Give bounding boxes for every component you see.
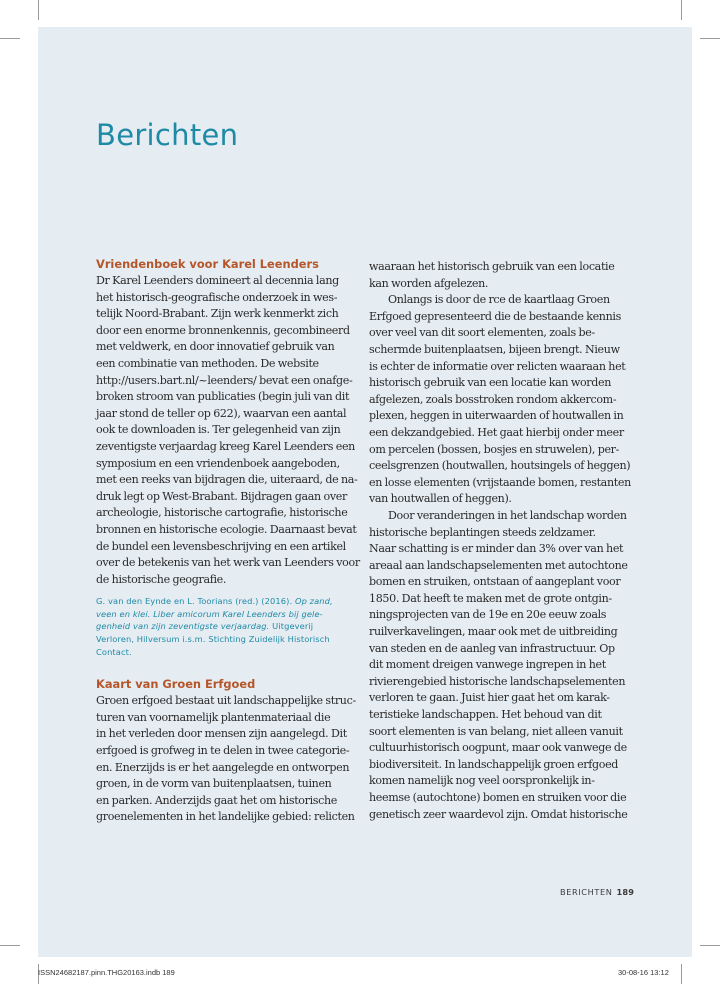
section-heading: Vriendenboek voor Karel Leenders xyxy=(96,257,319,271)
text-line: telijk Noord-Brabant. Zijn werk kenmerkt zich xyxy=(96,307,339,321)
text-line: kan worden afgelezen. xyxy=(369,276,489,290)
crop-mark xyxy=(700,38,720,39)
text-line: druk legt op West-Brabant. Bijdragen gaan over xyxy=(96,489,347,503)
text-line: soort elementen is van belang, niet alleen vanuit xyxy=(369,724,623,738)
reference-authors: G. van den Eynde en L. Toorians (red.) (2016). xyxy=(96,596,293,607)
text-line: jaar stond de teller op 622), waarvan een aantal xyxy=(96,406,347,420)
crop-mark xyxy=(681,0,682,20)
article-body xyxy=(369,508,628,823)
text-line: bronnen en historische ecologie. Daarnaast bevat xyxy=(96,522,357,536)
crop-mark xyxy=(0,38,20,39)
crop-mark xyxy=(700,945,720,946)
reference-publisher: Uitgeverij xyxy=(272,621,314,632)
text-line: met veldwerk, en door innovatief gebruik van xyxy=(96,340,335,354)
text-line: van steden en de aanleg van infrastructuur. Op xyxy=(369,641,615,655)
section-label: BERICHTEN xyxy=(560,887,613,897)
text-line: van houtwallen of heggen). xyxy=(369,492,512,506)
text-line: om percelen (bossen, bosjes en struwelen), per- xyxy=(369,442,620,456)
text-line: ningsprojecten van de 19e en 20e eeuw zoals xyxy=(369,608,607,622)
running-footer xyxy=(560,887,634,897)
article-body xyxy=(369,292,631,508)
right-column xyxy=(369,259,631,823)
left-column xyxy=(96,256,360,826)
text-line: genetisch zeer waardevol zijn. Omdat historische xyxy=(369,807,628,821)
reference-title: veen en klei. Liber amicorum Karel Leenders bij gele- xyxy=(96,608,323,619)
text-line: is echter de informatie over relicten waaraan het xyxy=(369,359,626,373)
text-line: verloren te gaan. Juist hier gaat het om karak- xyxy=(369,691,610,705)
text-line: biodiversiteit. In landschappelijk groen erfgoed xyxy=(369,757,619,771)
crop-mark xyxy=(0,945,20,946)
text-line: waaraan het historisch gebruik van een locatie xyxy=(369,260,615,273)
reference-title: genheid van zijn zeventigste verjaardag. xyxy=(96,621,270,632)
text-line: Door veranderingen in het landschap worden xyxy=(388,508,627,522)
text-line: archeologie, historische cartografie, historische xyxy=(96,506,348,520)
text-line: Onlangs is door de rce de kaartlaag Groen xyxy=(388,293,610,307)
reference-publisher: Contact. xyxy=(96,646,132,657)
text-line: en. Enerzijds is er het aangelegde en ontworpen xyxy=(96,760,350,774)
text-line: historisch gebruik van een locatie kan worden xyxy=(369,376,612,390)
text-line: ruilverkavelingen, maar ook met de uitbreiding xyxy=(369,625,618,639)
text-line: groen, in de vorm van buitenplaatsen, tuinen xyxy=(96,777,332,791)
text-line: erfgoed is grofweg in te delen in twee categorie- xyxy=(96,744,350,758)
text-line: de bundel een levensbeschrijving en een artikel xyxy=(96,539,346,553)
text-line: over de betekenis van het werk van Leenders voor xyxy=(96,556,360,570)
reference-block xyxy=(96,595,352,658)
text-line: schermde buitenplaatsen, bijeen brengt. Nieuw xyxy=(369,342,620,356)
print-slug-date: 30-08-16 13:12 xyxy=(618,968,669,977)
text-line: symposium en een vriendenboek aangeboden, xyxy=(96,456,340,470)
text-line: komen namelijk nog veel oorspronkelijk in- xyxy=(369,774,595,788)
text-line: historische beplantingen steeds zeldzamer. xyxy=(369,525,596,539)
article-body xyxy=(96,693,356,826)
text-line: Dr Karel Leenders domineert al decennia lang xyxy=(96,274,339,287)
text-line: bomen en struiken, ontstaan of aangeplant voor xyxy=(369,575,621,589)
text-line: Erfgoed gepresenteerd die de bestaande kennis xyxy=(369,309,621,323)
print-slug-file: ISSN24682187.pinn.THG20163.indb 189 xyxy=(38,968,175,977)
crop-mark xyxy=(38,0,39,20)
text-line: een dekzandgebied. Het gaat hierbij onder meer xyxy=(369,425,624,439)
text-line: 1850. Dat heeft te maken met de grote ontgin- xyxy=(369,591,612,605)
text-line: teristieke landschappen. Het behoud van dit xyxy=(369,708,602,722)
text-line: heemse (autochtone) bomen en struiken voor die xyxy=(369,791,627,804)
text-line: zeventigste verjaardag kreeg Karel Leenders een xyxy=(96,439,355,453)
text-line: dit moment dreigen vanwege ingrepen in het xyxy=(369,658,606,672)
text-line: een combinatie van methoden. De website xyxy=(96,356,319,370)
text-line: http://users.bart.nl/~leenders/ bevat een onafge- xyxy=(96,373,353,387)
crop-mark xyxy=(681,964,682,984)
text-line: met een reeks van bijdragen die, uiteraard, de na- xyxy=(96,473,358,487)
text-line: Groen erfgoed bestaat uit landschappelijke struc- xyxy=(96,694,356,708)
text-line: ook te downloaden is. Ter gelegenheid van zijn xyxy=(96,423,341,437)
section-heading: Kaart van Groen Erfgoed xyxy=(96,677,256,692)
text-line: in het verleden door mensen zijn aangelegd. Dit xyxy=(96,727,347,741)
text-line: plexen, heggen in uiterwaarden of houtwallen in xyxy=(369,409,624,423)
text-line: broken stroom van publicaties (begin juli van dit xyxy=(96,390,350,404)
text-line: door een enorme bronnenkennis, gecombineerd xyxy=(96,323,350,337)
text-line: en parken. Anderzijds gaat het om historische xyxy=(96,793,337,807)
text-line: over veel van dit soort elementen, zoals be- xyxy=(369,326,595,340)
text-line: en losse elementen (vrijstaande bomen, restanten xyxy=(369,475,631,489)
text-line: ceelsgrenzen (houtwallen, houtsingels of heggen) xyxy=(369,459,631,473)
text-line: rivierengebied historische landschapselementen xyxy=(369,674,626,688)
reference-publisher: Verloren, Hilversum i.s.m. Stichting Zuidelijk Historisch xyxy=(96,634,330,645)
text-line: areaal aan landschapselementen met autochtone xyxy=(369,558,628,572)
text-line: afgelezen, zoals bosstroken rondom akkercom- xyxy=(369,392,617,406)
text-line: groenelementen in het landelijke gebied: relicten xyxy=(96,810,355,824)
text-line: turen van voornamelijk plantenmateriaal die xyxy=(96,710,331,724)
text-line: het historisch-geografische onderzoek in wes- xyxy=(96,290,338,304)
reference-title: Op zand, xyxy=(294,596,333,607)
article-body xyxy=(369,259,625,292)
page-number: 189 xyxy=(616,887,635,897)
article-body xyxy=(96,273,360,588)
page-title: Berichten xyxy=(96,118,239,152)
text-line: de historische geografie. xyxy=(96,572,227,586)
text-line: cultuurhistorisch oogpunt, maar ook vanwege de xyxy=(369,741,627,755)
text-line: Naar schatting is er minder dan 3% over van het xyxy=(369,542,624,556)
